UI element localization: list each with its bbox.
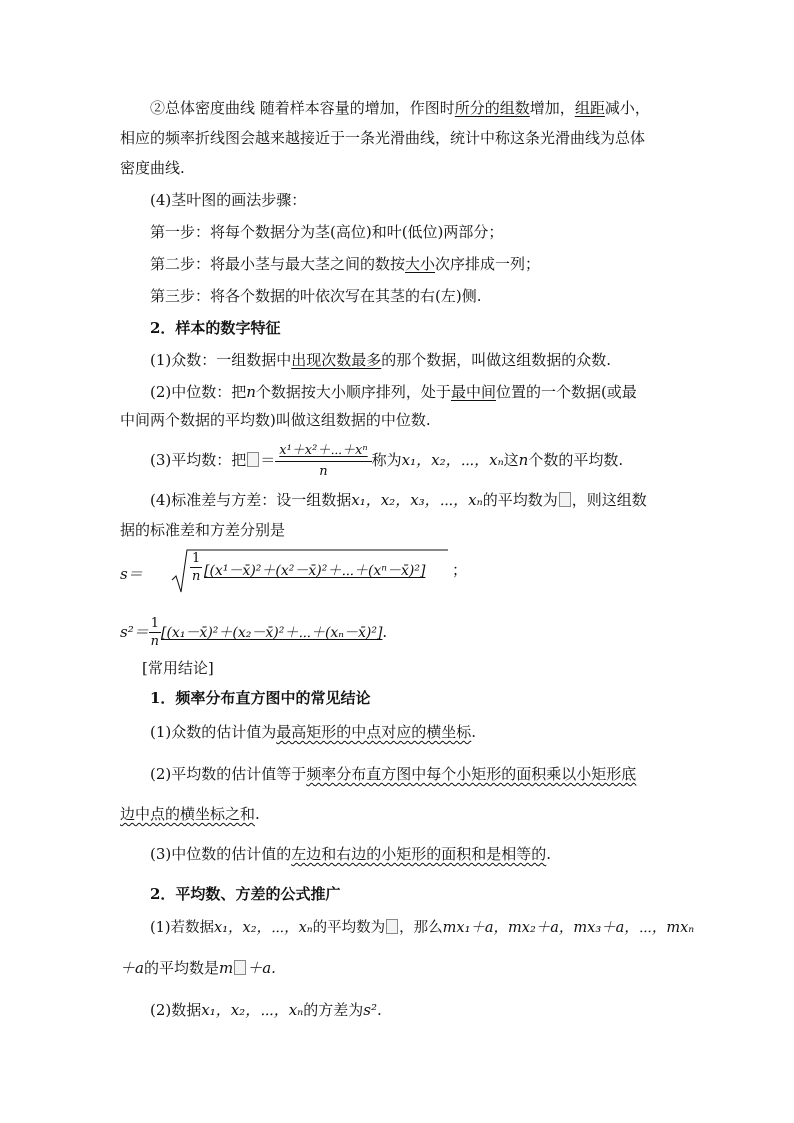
density-curve-line2: 相应的频率折线图会越来越接近于一条光滑曲线，统计中称这条光滑曲线为总体 [120,129,646,147]
fraction-numerator: 1 [192,551,201,566]
text: (1)若数据 [150,920,215,936]
math-expr: ＋a [120,959,144,977]
generalization-1-line1 [150,918,694,938]
sqrt-radical [170,546,450,596]
xbar-placeholder-icon [247,452,259,467]
text: (3)平均数：把 [150,451,247,469]
text: 增加， [529,99,575,117]
math-var: n [246,383,256,401]
text: . [471,723,477,741]
math-vars: mx₁＋a，mx₂＋a，mx₃＋a，⋯，mxₙ [442,920,695,936]
fraction-denominator: n [319,463,328,479]
text: . [255,805,260,823]
conclusions-heading-1: 1．频率分布直方图中的常见结论 [150,689,371,707]
stem-leaf-step2 [150,254,540,274]
underlined-term: 最中间 [450,383,496,401]
text: (3)中位数的估计值的 [150,845,292,863]
text: 这 [503,451,519,469]
text: (2)数据 [150,1001,202,1019]
text: 的平均数为 [312,920,386,936]
text: ； [452,561,468,579]
xbar-placeholder-icon [386,919,398,934]
fraction-numerator: 1 [150,616,159,631]
math-lhs: s²＝ [120,623,149,641]
text: 减小， [604,99,650,117]
text: 称为 [371,451,402,469]
text: (1)众数的估计值为 [150,723,277,741]
mode-definition [150,350,611,370]
generalization-1-line2 [120,958,276,978]
text: 的平均数是 [143,959,219,977]
text: ②总体密度曲线 随着样本容量的增加，作图时 [150,99,455,117]
text: ，那么 [399,920,443,936]
stem-leaf-title: (4)茎叶图的画法步骤： [150,191,307,209]
text: 的方差为 [303,1001,364,1019]
text: ，则这组数 [571,491,647,509]
wavy-underlined-term: 频率分布直方图中每个小矩形的面积乘以小矩形底 [306,765,637,783]
text: (2)平均数的估计值等于 [150,765,307,783]
mean-fraction [275,443,371,480]
text: 的那个数据，叫做这组数据的众数. [381,351,612,369]
wavy-underlined-term: 最高矩形的中点对应的横坐标 [276,723,472,741]
math-vars: x₁，x₂，x₃，⋯，xₙ [351,491,483,509]
sd-fraction [190,552,202,584]
math-var: n [518,451,529,469]
density-curve-line3: 密度曲线. [120,159,185,177]
text: . [382,623,388,641]
mean-definition [150,440,623,480]
wavy-underlined-term: 边中点的横坐标之和 [120,805,256,823]
text: 的平均数为 [482,491,558,509]
sd-definition-line2: 据的标准差和方差分别是 [120,521,286,539]
conclusion-mode [150,722,476,742]
fraction-numerator: x¹＋x²＋⋯＋xⁿ [275,443,371,462]
conclusion-mean-line2 [120,804,260,824]
text: 第二步：将最小茎与最大茎之间的数按 [150,255,406,273]
underlined-term: 所分的组数 [454,99,530,117]
density-curve-line1 [150,98,650,118]
text: 个数据按大小顺序排列，处于 [255,383,451,401]
math-vars: x₁，x₂，⋯，xₙ [214,920,313,936]
stem-leaf-step3: 第三步：将各个数据的叶依次写在其茎的右(左)侧. [150,287,482,305]
text: 次序排成一列； [435,255,541,273]
stem-leaf-step1: 第一步：将每个数据分为茎(高位)和叶(低位)两部分； [150,223,504,241]
variance-formula-body: [(x₁－x̄)²＋(x₂－x̄)²＋⋯＋(xₙ－x̄)²] [161,625,383,641]
underlined-term: 组距 [574,99,605,117]
xbar-placeholder-icon [234,960,246,975]
math-expr: s². [363,1001,382,1019]
text: 位置的一个数据(或最 [495,383,637,401]
underlined-term: 大小 [405,255,436,273]
conclusion-mean-line1 [150,764,636,784]
conclusion-median [150,844,551,864]
math-vars: x₁，x₂，⋯，xₙ [401,451,504,469]
math-var: m [218,959,234,977]
text: ＝ [260,451,276,469]
text: . [546,845,552,863]
xbar-placeholder-icon [559,492,571,507]
math-lhs: s＝ [120,565,143,583]
fraction-denominator: n [191,569,201,584]
median-definition-line2: 中间两个数据的平均数)叫做这组数据的中位数. [120,411,431,429]
math-vars: x₁，x₂，⋯，xₙ [201,1001,304,1019]
conclusions-tag: [常用结论] [142,659,214,677]
text: 个数的平均数. [528,451,624,469]
text: (1)众数：一组数据中 [150,351,292,369]
fraction-denominator: n [150,634,160,649]
variance-fraction [149,617,161,649]
wavy-underlined-term: 左边和右边的小矩形的面积和是相等的 [291,845,547,863]
underlined-term: 出现次数最多 [291,351,382,369]
section-heading: 2．样本的数字特征 [150,319,281,337]
math-expr: ＋a. [247,959,276,977]
conclusions-heading-2: 2．平均数、方差的公式推广 [150,885,341,903]
median-definition-line1 [150,382,637,402]
text: (4)标准差与方差：设一组数据 [150,491,352,509]
sd-formula-body: [(x¹－x̄)²＋(x²－x̄)²＋⋯＋(xⁿ－x̄)²] [204,563,426,579]
variance-formula [120,612,387,653]
sd-definition-line1 [150,490,647,510]
text: (2)中位数：把 [150,383,247,401]
std-dev-formula-lhs [120,564,143,584]
generalization-2 [150,1000,382,1020]
